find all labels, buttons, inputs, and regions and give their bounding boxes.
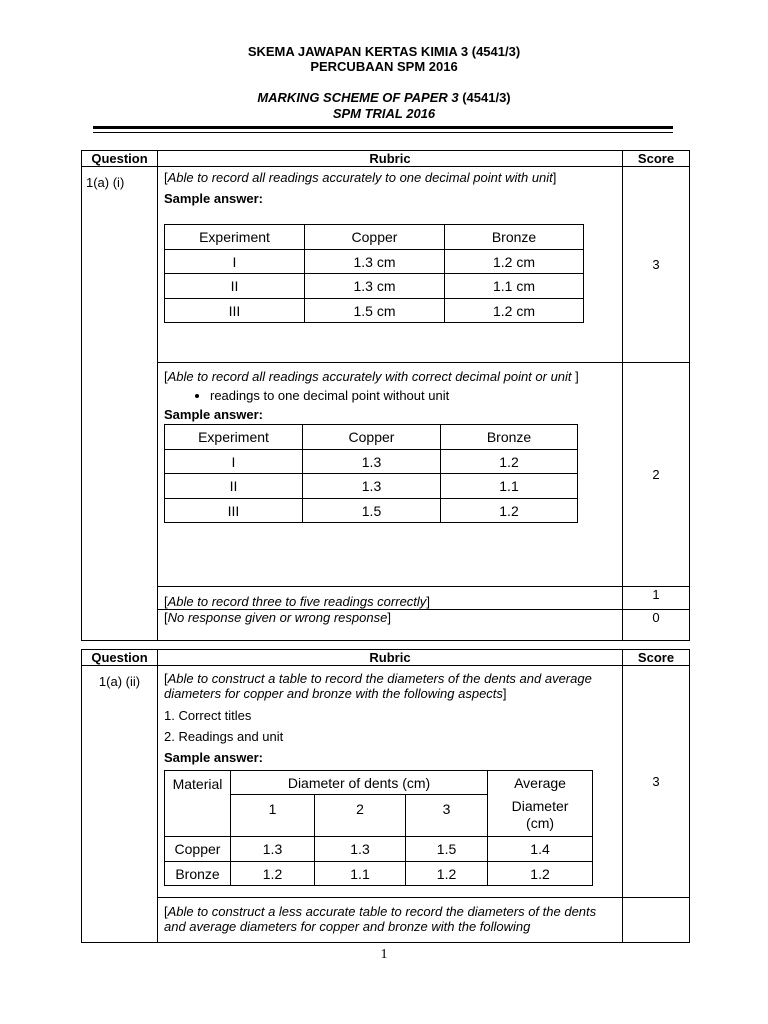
table-cell: 1.5 cm [305, 299, 445, 323]
table-cell: 1.2 cm [445, 299, 584, 323]
rubric-level-1: [Able to record three to five readings correctly] [158, 587, 623, 610]
sample-answer-label: Sample answer: [164, 191, 263, 206]
rubric-level-3 [158, 167, 623, 363]
header-score: Score [623, 650, 690, 666]
table-cell: 1.3 cm [305, 250, 445, 274]
col-header-num: 3 [406, 795, 488, 837]
table-cell: 1.3 [231, 837, 315, 862]
header-question: Question [82, 650, 158, 666]
score-cell: 1 [623, 587, 690, 610]
score-cell: 2 [623, 363, 690, 587]
table-cell: I [165, 450, 303, 474]
col-header-material: Material [165, 771, 231, 837]
table-cell: 1.1 [441, 474, 578, 499]
header-rubric: Rubric [158, 151, 623, 167]
header-rubric: Rubric [158, 650, 623, 666]
col-header-num: 1 [231, 795, 315, 837]
rubric-level-0: [No response given or wrong response] [158, 610, 623, 641]
table-cell: 1.2 cm [445, 250, 584, 274]
table-cell: I [165, 250, 305, 274]
rubric-level-3 [158, 666, 623, 898]
table-cell: III [165, 299, 305, 323]
marking-table-1 [81, 150, 690, 641]
score-cell [623, 898, 690, 943]
table-cell: III [165, 499, 303, 523]
table-cell: 1.5 [406, 837, 488, 862]
table-cell: 1.3 cm [305, 274, 445, 299]
table-cell: 1.2 [406, 862, 488, 886]
table-cell: 1.1 [315, 862, 406, 886]
sample-answer-label: Sample answer: [164, 407, 263, 422]
title-line-3-italic: MARKING SCHEME OF PAPER 3 [257, 90, 459, 105]
question-number: 1(a) (ii) [98, 674, 141, 689]
score-cell: 0 [623, 610, 690, 641]
table-cell: 1.3 [315, 837, 406, 862]
marking-table-2 [81, 649, 690, 943]
col-header: Copper [305, 225, 445, 250]
header-rule-thin [93, 132, 673, 133]
title-line-1: SKEMA JAWAPAN KERTAS KIMIA 3 (4541/3) [247, 44, 521, 59]
sample-answer-label: Sample answer: [164, 750, 263, 765]
table-cell: 1.5 [303, 499, 441, 523]
col-header-average: Average [488, 771, 593, 795]
header-rule-thick [93, 126, 673, 129]
header-score: Score [623, 151, 690, 167]
title-line-3-code: (4541/3) [458, 90, 511, 105]
page-number: 1 [380, 947, 388, 962]
title-line-3 [0, 90, 768, 105]
title-line-4: SPM TRIAL 2016 [332, 106, 436, 121]
col-header-avg-unit: Diameter (cm) [488, 795, 593, 837]
table-cell: 1.3 [303, 450, 441, 474]
rubric-level-2 [158, 363, 623, 587]
rubric-level-2: [Able to construct a less accurate table to record the diameters of the dents and average diameters for copper and bronze with the following [158, 898, 623, 943]
rubric-text: [Able to record all readings accurately with correct decimal point or unit ] [164, 369, 579, 384]
table-cell: 1.2 [441, 450, 578, 474]
col-header: Bronze [445, 225, 584, 250]
question-cell [82, 666, 158, 943]
table-cell: II [165, 474, 303, 499]
table-cell: 1.4 [488, 837, 593, 862]
rubric-text: [Able to construct a table to record the diameters of the dents and average diameters for copper and bronze with the following aspects] [164, 671, 592, 701]
table-cell: 1.3 [303, 474, 441, 499]
sample-table [164, 224, 584, 323]
aspect-1: 1. Correct titles [164, 708, 252, 723]
col-header: Experiment [165, 425, 303, 450]
table-cell: 1.2 [231, 862, 315, 886]
col-header: Experiment [165, 225, 305, 250]
table-cell: 1.2 [441, 499, 578, 523]
table-cell: Copper [165, 837, 231, 862]
col-header-diameter: Diameter of dents (cm) [231, 771, 488, 795]
col-header-num: 2 [315, 795, 406, 837]
score-cell: 3 [623, 167, 690, 363]
header-question: Question [82, 151, 158, 167]
table-cell: Bronze [165, 862, 231, 886]
title-line-2: PERCUBAAN SPM 2016 [310, 59, 458, 74]
score-cell: 3 [623, 666, 690, 898]
table-cell: II [165, 274, 305, 299]
sample-table [164, 770, 593, 886]
table-cell: 1.1 cm [445, 274, 584, 299]
sample-table [164, 424, 578, 523]
aspect-2: 2. Readings and unit [164, 729, 284, 744]
rubric-text: [Able to record all readings accurately to one decimal point with unit] [164, 170, 557, 185]
col-header: Bronze [441, 425, 578, 450]
bullet-item: • readings to one decimal point without unit [210, 388, 616, 403]
col-header: Copper [303, 425, 441, 450]
question-cell [82, 167, 158, 641]
question-number: 1(a) (i) [86, 175, 125, 190]
table-cell: 1.2 [488, 862, 593, 886]
bullet-list [164, 388, 616, 403]
